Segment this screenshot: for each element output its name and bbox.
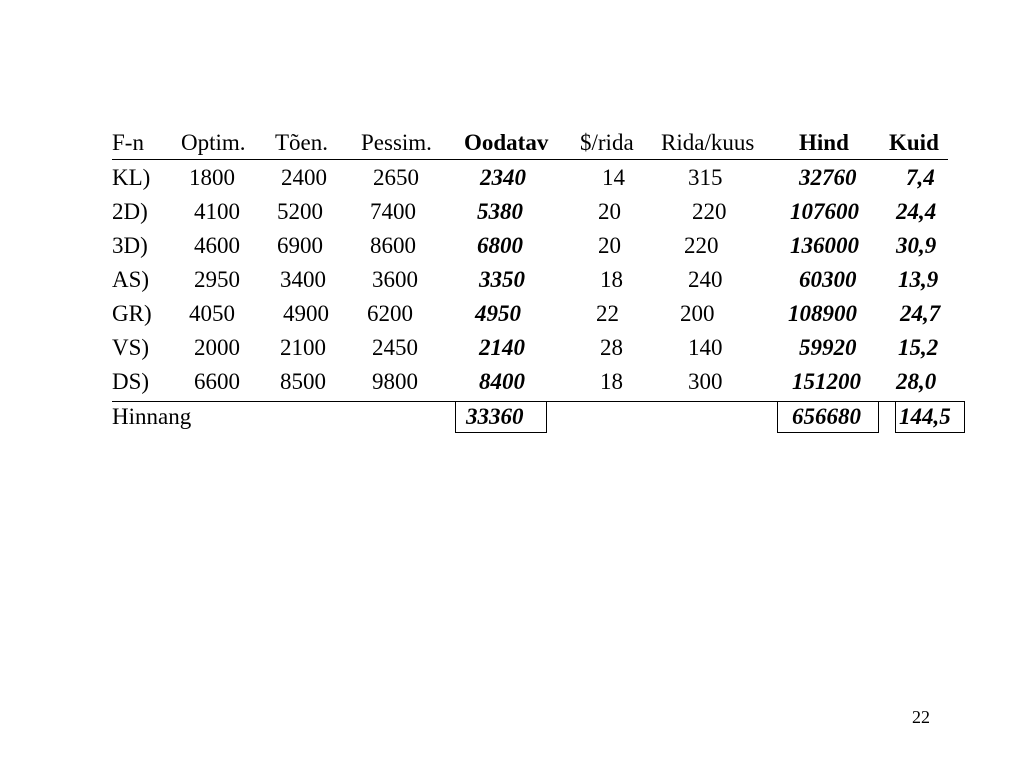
cell-optim: 2000: [194, 335, 240, 360]
cell-kuid: 13,9: [898, 267, 939, 292]
cell-pessim: 6200: [367, 301, 413, 326]
total-hind: 656680: [792, 404, 861, 429]
cell-rows-per-month: 200: [680, 301, 715, 326]
header-oodatav: Oodatav: [464, 130, 549, 155]
cell-dollar-per-row: 18: [600, 369, 623, 394]
cell-oodatav: 3350: [479, 267, 525, 292]
table-row: [0, 367, 1024, 397]
cell-oodatav: 2340: [480, 165, 526, 190]
cell-fn: DS): [112, 369, 150, 394]
cell-pessim: 2650: [373, 165, 419, 190]
total-label: Hinnang: [112, 404, 192, 429]
cell-toen: 4900: [283, 301, 329, 326]
header-pessim: Pessim.: [361, 130, 432, 155]
cell-fn: KL): [112, 165, 151, 190]
header-optim: Optim.: [181, 130, 246, 155]
cell-hind: 59920: [799, 335, 857, 360]
cell-dollar-per-row: 20: [598, 199, 621, 224]
cell-rows-per-month: 315: [688, 165, 723, 190]
cell-pessim: 3600: [372, 267, 418, 292]
table-row: [0, 299, 1024, 329]
cell-fn: 3D): [112, 233, 148, 258]
cell-kuid: 28,0: [896, 369, 937, 394]
cell-pessim: 8600: [370, 233, 416, 258]
cell-optim: 6600: [194, 369, 240, 394]
cell-toen: 2400: [281, 165, 327, 190]
cell-dollar-per-row: 28: [600, 335, 623, 360]
cell-dollar-per-row: 20: [598, 233, 621, 258]
cell-optim: 4100: [194, 199, 240, 224]
cell-toen: 2100: [280, 335, 326, 360]
header-rule: [112, 159, 948, 160]
cell-dollar-per-row: 22: [596, 301, 619, 326]
cell-oodatav: 8400: [479, 369, 525, 394]
cell-kuid: 24,4: [896, 199, 937, 224]
header-kuid: Kuid: [889, 130, 939, 155]
cell-dollar-per-row: 14: [602, 165, 625, 190]
cell-oodatav: 6800: [477, 233, 523, 258]
cell-toen: 8500: [280, 369, 326, 394]
cell-rows-per-month: 140: [688, 335, 723, 360]
cell-rows-per-month: 220: [684, 233, 719, 258]
total-oodatav: 33360: [466, 404, 524, 429]
cell-kuid: 30,9: [896, 233, 937, 258]
header-hind: Hind: [799, 130, 849, 155]
cell-rows-per-month: 240: [688, 267, 723, 292]
header-dollar-per-row: $/rida: [580, 130, 634, 155]
cell-toen: 6900: [277, 233, 323, 258]
cell-fn: GR): [112, 301, 152, 326]
cell-optim: 4050: [189, 301, 235, 326]
page-number: 22: [912, 707, 930, 727]
cell-hind: 108900: [788, 301, 857, 326]
table-header: [0, 128, 1024, 158]
cell-dollar-per-row: 18: [600, 267, 623, 292]
cell-rows-per-month: 220: [692, 199, 727, 224]
cell-hind: 151200: [792, 369, 861, 394]
cell-fn: VS): [112, 335, 150, 360]
cell-optim: 2950: [194, 267, 240, 292]
header-fn: F-n: [112, 130, 144, 155]
cell-fn: AS): [112, 267, 150, 292]
cell-optim: 1800: [189, 165, 235, 190]
table-row: [0, 197, 1024, 227]
cell-toen: 5200: [277, 199, 323, 224]
cell-kuid: 7,4: [906, 165, 935, 190]
cell-hind: 32760: [799, 165, 857, 190]
total-row: [0, 402, 1024, 432]
cell-optim: 4600: [194, 233, 240, 258]
cell-rows-per-month: 300: [688, 369, 723, 394]
cell-pessim: 7400: [370, 199, 416, 224]
table-row: [0, 163, 1024, 193]
cell-oodatav: 4950: [475, 301, 521, 326]
cell-oodatav: 2140: [479, 335, 525, 360]
cell-hind: 107600: [790, 199, 859, 224]
cell-pessim: 9800: [372, 369, 418, 394]
cell-hind: 60300: [799, 267, 857, 292]
total-kuid: 144,5: [899, 404, 951, 429]
cell-kuid: 24,7: [900, 301, 941, 326]
header-rows-per-month: Rida/kuus: [661, 130, 755, 155]
table-row: [0, 231, 1024, 261]
cell-hind: 136000: [790, 233, 859, 258]
cell-kuid: 15,2: [898, 335, 939, 360]
table-row: [0, 333, 1024, 363]
cell-fn: 2D): [112, 199, 148, 224]
header-toen: Tõen.: [275, 130, 329, 155]
cell-pessim: 2450: [372, 335, 418, 360]
cell-toen: 3400: [280, 267, 326, 292]
table-row: [0, 265, 1024, 295]
cell-oodatav: 5380: [477, 199, 523, 224]
